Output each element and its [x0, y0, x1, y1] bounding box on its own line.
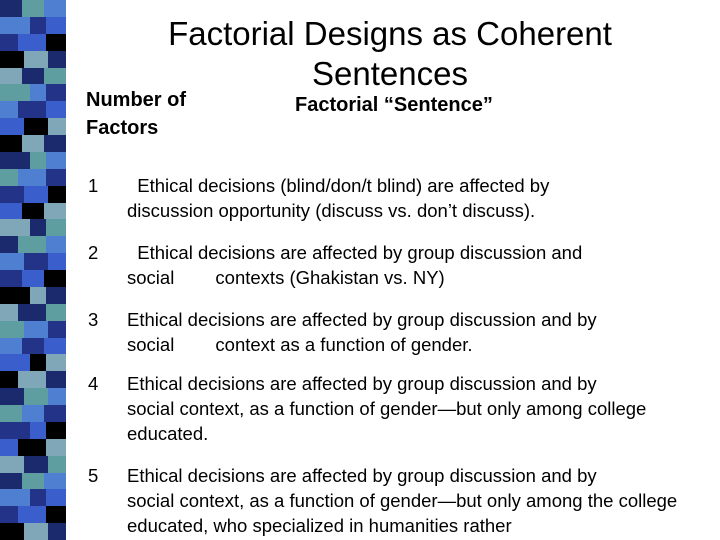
sidebar-stripe-cell	[46, 422, 66, 439]
row-number: 5	[88, 465, 99, 486]
row-sentence	[127, 371, 717, 446]
sidebar-stripe-cell	[0, 371, 18, 388]
sidebar-stripe-cell	[44, 338, 66, 355]
row-sentence-line1: Ethical decisions are affected by group discussion and by	[127, 373, 597, 394]
row-sentence-line1: Ethical decisions are affected by group discussion and by	[127, 465, 597, 486]
sidebar-stripe-cell	[46, 371, 66, 388]
sidebar-stripe-cell	[0, 51, 24, 68]
sidebar-stripe-cell	[0, 321, 24, 338]
sidebar-stripe	[0, 169, 66, 186]
sidebar-stripe	[0, 338, 66, 355]
sidebar-stripe-cell	[22, 405, 44, 422]
sidebar-stripe-cell	[0, 489, 30, 506]
sidebar-stripe-cell	[0, 422, 30, 439]
sidebar-stripe-cell	[0, 473, 22, 490]
row-sentence-rest: discussion opportunity (discuss vs. don’t discuss).	[127, 200, 536, 221]
sidebar-stripe-cell	[0, 354, 30, 371]
slide-title: Factorial Designs as Coherent Sentences	[168, 15, 612, 92]
column-header-number-of-factors: Number of Factors	[86, 89, 186, 139]
sidebar-stripe-cell	[22, 338, 44, 355]
sidebar-stripe	[0, 270, 66, 287]
sidebar-stripe-cell	[0, 34, 18, 51]
sidebar-stripe-cell	[46, 439, 66, 456]
sidebar-stripe	[0, 152, 66, 169]
sidebar-stripe-cell	[18, 304, 46, 321]
sidebar-stripe-cell	[48, 253, 66, 270]
sidebar-stripe-cell	[22, 0, 44, 17]
sidebar-stripe-cell	[0, 523, 24, 540]
sidebar-stripe-cell	[0, 68, 22, 85]
sidebar-stripe-cell	[18, 371, 46, 388]
sidebar-stripe-cell	[0, 101, 18, 118]
sidebar-stripe-cell	[0, 439, 18, 456]
sidebar-stripe-cell	[44, 68, 66, 85]
sidebar-stripe-cell	[44, 203, 66, 220]
sidebar-stripe-cell	[22, 68, 44, 85]
sidebar-stripe-cell	[44, 473, 66, 490]
sidebar-stripe	[0, 51, 66, 68]
row-sentence-line1: Ethical decisions are affected by group discussion and by	[127, 309, 597, 330]
sidebar-stripe-cell	[24, 523, 48, 540]
sidebar-stripe	[0, 354, 66, 371]
sidebar-stripe-cell	[0, 253, 24, 270]
sidebar-stripe-cell	[0, 338, 22, 355]
sidebar-stripe	[0, 118, 66, 135]
sidebar-stripe-cell	[46, 236, 66, 253]
sidebar-stripe	[0, 439, 66, 456]
sidebar-stripe-cell	[24, 253, 48, 270]
row-sentence	[127, 240, 717, 290]
row-sentence	[127, 307, 717, 357]
row-number: 2	[88, 242, 99, 263]
sidebar-stripe	[0, 236, 66, 253]
sidebar-stripe-cell	[0, 203, 22, 220]
row-sentence	[127, 173, 717, 223]
sidebar-stripe-cell	[48, 523, 66, 540]
sidebar-stripe-cell	[46, 304, 66, 321]
sidebar-stripe-cell	[0, 456, 24, 473]
sidebar-stripe-cell	[46, 152, 66, 169]
sidebar-stripe-cell	[0, 152, 30, 169]
sidebar-stripe	[0, 287, 66, 304]
sidebar-stripe-cell	[44, 0, 66, 17]
sidebar-stripe	[0, 473, 66, 490]
sidebar-stripe-cell	[46, 219, 66, 236]
sidebar-stripe-cell	[24, 186, 48, 203]
column-header-factorial-sentence: Factorial “Sentence”	[295, 94, 493, 116]
sidebar-stripe-cell	[0, 287, 30, 304]
sidebar-stripe-cell	[24, 388, 48, 405]
sidebar-stripe-cell	[0, 84, 30, 101]
row-sentence-line1: Ethical decisions are affected by group discussion and	[127, 242, 583, 263]
sidebar-stripe-cell	[30, 489, 46, 506]
sidebar-stripe-cell	[18, 236, 46, 253]
sidebar-stripe	[0, 135, 66, 152]
sidebar-stripe	[0, 186, 66, 203]
sidebar-stripe-cell	[0, 17, 30, 34]
sidebar-stripe-cell	[18, 34, 46, 51]
sidebar-stripe	[0, 422, 66, 439]
row-number: 3	[88, 309, 99, 330]
sidebar-stripe	[0, 17, 66, 34]
sidebar-stripe-cell	[22, 270, 44, 287]
sidebar-stripe-cell	[46, 506, 66, 523]
row-sentence-rest: social context, as a function of gender—but only among the college educated, who specialized in humanities rather	[127, 490, 678, 536]
sidebar-stripe-cell	[0, 270, 22, 287]
sidebar-stripe-cell	[30, 422, 46, 439]
sidebar-stripe-cell	[30, 84, 46, 101]
sidebar-stripe-cell	[46, 34, 66, 51]
row-sentence-rest: social context, as a function of gender—but only among college educated.	[127, 398, 647, 444]
sidebar-stripe-cell	[0, 186, 24, 203]
row-sentence-line1: Ethical decisions (blind/don/t blind) are affected by	[127, 175, 550, 196]
sidebar-stripe-cell	[46, 354, 66, 371]
sidebar-stripe-cell	[22, 135, 44, 152]
sidebar-stripe-cell	[30, 219, 46, 236]
sidebar-stripe	[0, 321, 66, 338]
row-number: 1	[88, 175, 99, 196]
sidebar-stripe-cell	[46, 84, 66, 101]
sidebar-stripe	[0, 68, 66, 85]
sidebar-stripe-cell	[44, 270, 66, 287]
sidebar-stripe	[0, 253, 66, 270]
sidebar-stripe-cell	[48, 118, 66, 135]
sidebar-stripe	[0, 506, 66, 523]
sidebar-stripe-cell	[0, 405, 22, 422]
sidebar-stripe-cell	[0, 0, 22, 17]
sidebar-stripe-cell	[0, 506, 18, 523]
sidebar-stripe-cell	[22, 473, 44, 490]
sidebar-stripe-cell	[24, 456, 48, 473]
sidebar-stripe-cell	[48, 388, 66, 405]
sidebar-stripe-cell	[48, 456, 66, 473]
row-sentence	[127, 463, 717, 538]
sidebar-stripe	[0, 219, 66, 236]
sidebar-stripe-cell	[44, 405, 66, 422]
sidebar-stripe	[0, 388, 66, 405]
sidebar-stripe	[0, 456, 66, 473]
row-sentence-rest: social context as a function of gender.	[127, 334, 473, 355]
sidebar-stripe-cell	[46, 287, 66, 304]
sidebar-stripe-cell	[48, 321, 66, 338]
sidebar-stripe-cell	[30, 354, 46, 371]
sidebar-stripe-cell	[18, 439, 46, 456]
sidebar-stripe-cell	[46, 169, 66, 186]
row-number: 4	[88, 373, 99, 394]
sidebar-stripe	[0, 489, 66, 506]
sidebar-stripe-cell	[46, 101, 66, 118]
sidebar-stripe-cell	[46, 489, 66, 506]
sidebar-stripe	[0, 0, 66, 17]
sidebar-stripe-cell	[0, 388, 24, 405]
sidebar-stripe	[0, 84, 66, 101]
sidebar-stripe	[0, 101, 66, 118]
sidebar-stripe-cell	[30, 152, 46, 169]
sidebar-stripe-cell	[0, 236, 18, 253]
sidebar-stripe-cell	[48, 186, 66, 203]
sidebar-stripe-cell	[24, 118, 48, 135]
sidebar-stripe-cell	[18, 506, 46, 523]
sidebar-stripe-cell	[44, 135, 66, 152]
sidebar-stripe-cell	[0, 304, 18, 321]
sidebar-stripe	[0, 405, 66, 422]
sidebar-stripe-cell	[18, 101, 46, 118]
decorative-sidebar	[0, 0, 66, 540]
sidebar-stripe-cell	[30, 17, 46, 34]
sidebar-stripe-cell	[24, 51, 48, 68]
sidebar-stripe	[0, 203, 66, 220]
sidebar-stripe-cell	[24, 321, 48, 338]
sidebar-stripe-cell	[48, 51, 66, 68]
sidebar-stripe-cell	[0, 169, 18, 186]
sidebar-stripe-cell	[30, 287, 46, 304]
sidebar-stripe-cell	[22, 203, 44, 220]
sidebar-stripe-cell	[46, 17, 66, 34]
sidebar-stripe-cell	[0, 118, 24, 135]
sidebar-stripe	[0, 371, 66, 388]
sidebar-stripe	[0, 304, 66, 321]
sidebar-stripe	[0, 34, 66, 51]
sidebar-stripe-cell	[18, 169, 46, 186]
sidebar-stripe	[0, 523, 66, 540]
sidebar-stripe-cell	[0, 135, 22, 152]
sidebar-stripe-cell	[0, 219, 30, 236]
row-sentence-rest: social contexts (Ghakistan vs. NY)	[127, 267, 445, 288]
